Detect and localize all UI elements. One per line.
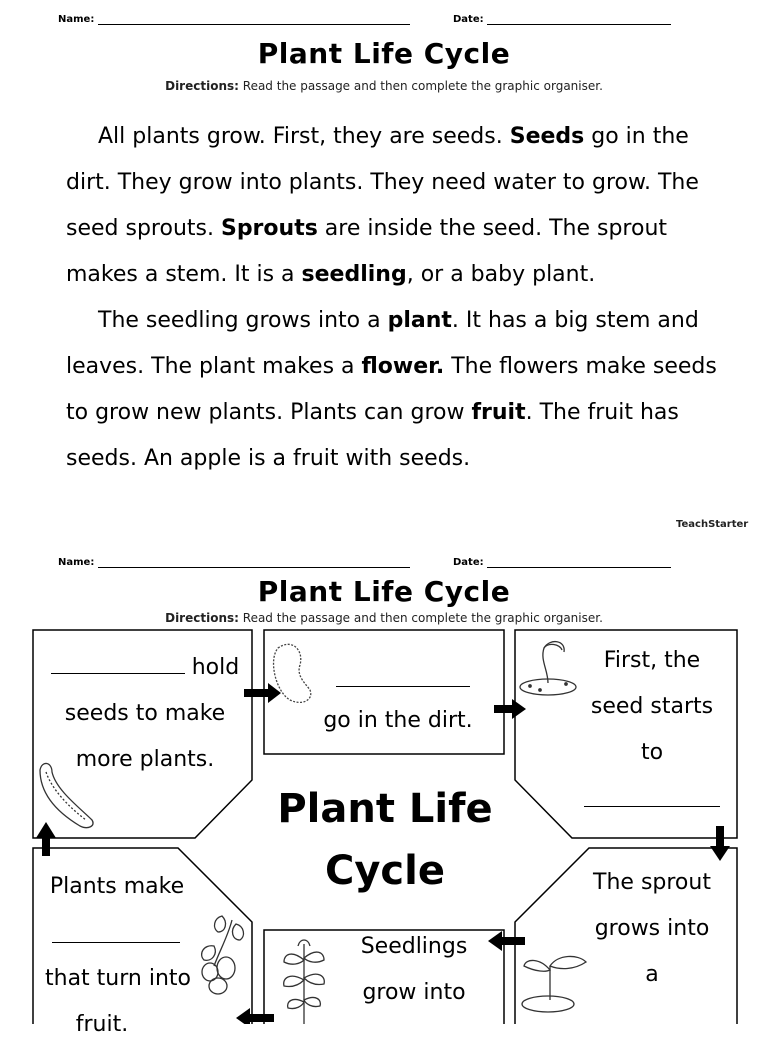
passage-paragraph-2: The seedling grows into a plant. It has a big stem and leaves. The plant makes a flower. The flowers make seeds to grow new plants. Plants can grow fruit. The fruit has seeds. An apple is a fruit with seeds. <box>66 308 717 471</box>
directions-text: Read the passage and then complete the graphic organiser. <box>242 611 603 625</box>
answer-blank[interactable] <box>584 780 720 807</box>
keyword-bold: Seeds <box>509 124 585 149</box>
date-label: Date: <box>453 557 484 568</box>
worksheet-title: Plant Life Cycle <box>257 37 511 70</box>
arrow-up-icon <box>36 822 56 856</box>
name-label: Name: <box>58 557 95 568</box>
box-bottom-middle-text: Seedlings grow into <box>360 934 468 1005</box>
arrow-right-icon <box>494 699 526 719</box>
answer-blank[interactable] <box>52 914 180 943</box>
keyword-bold: Sprouts <box>220 216 318 241</box>
directions-text: Read the passage and then complete the graphic organiser. <box>242 79 603 93</box>
arrow-down-icon <box>710 826 730 861</box>
box-bottom-left-text: Plants make that turn into fruit. <box>45 874 191 1037</box>
plant-icon <box>284 940 325 1024</box>
arrow-left-icon <box>236 1008 274 1024</box>
passage-paragraph-1: All plants grow. First, they are seeds. Seeds go in the dirt. They grow into plants. They need water to grow. The seed sprouts. Sprouts are inside the seed. The sprout makes a stem. It is a seedling, or a baby plant. <box>66 124 699 287</box>
box-top-left-text: hold seeds to make more plants. <box>40 645 250 783</box>
box-bottom-right-text: The sprout grows into a <box>593 870 711 987</box>
fruit-branch-icon <box>202 916 244 994</box>
directions-label: Directions: <box>165 611 239 625</box>
box-top-right-text: First, the seed starts to <box>566 638 738 822</box>
date-label: Date: <box>453 14 484 25</box>
box-top-middle-text: go in the dirt. <box>300 654 496 744</box>
keyword-bold: seedling <box>301 262 407 287</box>
answer-blank[interactable] <box>336 658 470 687</box>
brand-logo: TeachStarter <box>676 519 749 530</box>
keyword-bold: fruit <box>471 400 526 425</box>
organiser-center-title: Plant Life Cycle <box>277 786 493 894</box>
answer-blank[interactable] <box>51 673 185 674</box>
keyword-bold: flower. <box>361 354 445 379</box>
name-label: Name: <box>58 14 95 25</box>
organiser-title: Plant Life Cycle <box>257 575 511 608</box>
directions-label: Directions: <box>165 79 239 93</box>
keyword-bold: plant <box>387 308 452 333</box>
